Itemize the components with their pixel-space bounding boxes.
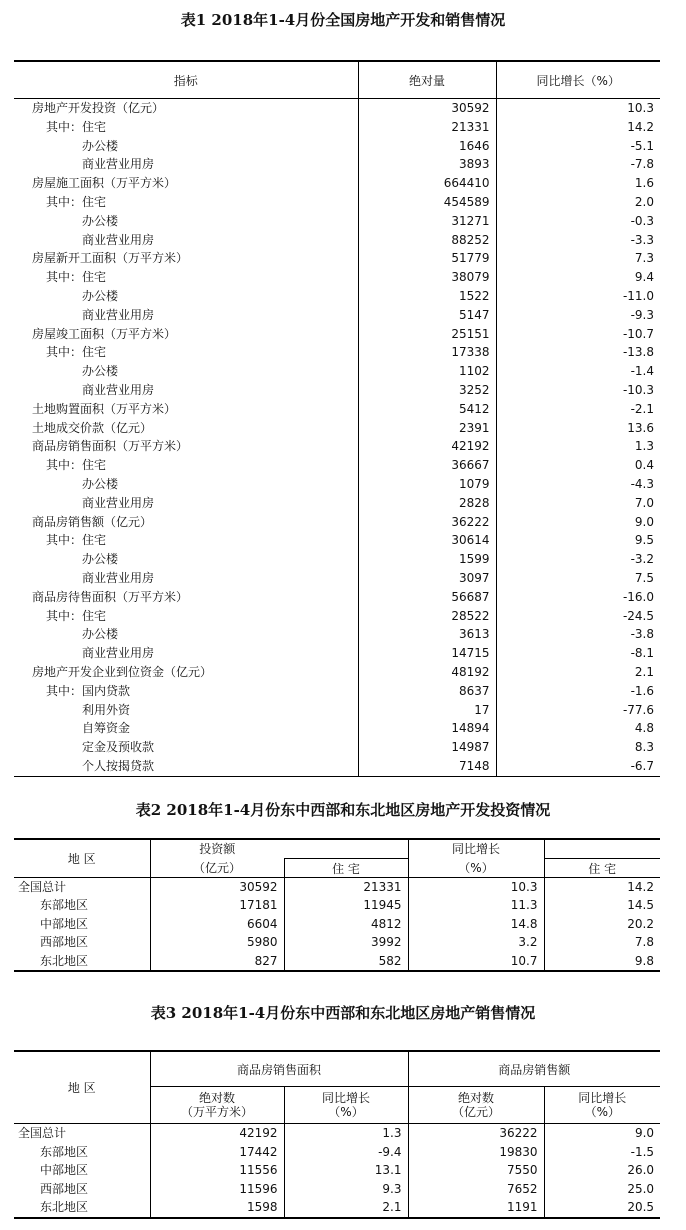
header-growth: 同比增长（%） (496, 61, 660, 99)
area-growth-value: 2.1 (284, 1198, 408, 1218)
t3-header-sales-abs-l2: （亿元） (452, 1105, 501, 1119)
absolute-value: 5147 (358, 306, 496, 325)
t3-header-sales-growth-l2: （%） (584, 1105, 620, 1119)
area-value: 17442 (150, 1143, 284, 1162)
t3-header-area-abs-l1: 绝对数 (198, 1091, 235, 1105)
absolute-value: 30592 (358, 99, 496, 118)
indicator-label: 商业营业用房 (14, 381, 358, 400)
indicator-label: 办公楼 (14, 625, 358, 644)
region-name: 西部地区 (14, 933, 150, 951)
table-row (14, 155, 660, 174)
growth-value: 9.4 (634, 270, 654, 285)
table-row (14, 933, 660, 951)
absolute-value: 3613 (358, 625, 496, 644)
indicator-label: 利用外资 (14, 701, 358, 720)
table-row (14, 625, 660, 644)
t3-header-area-abs (150, 1087, 284, 1124)
table-row (14, 231, 660, 250)
growth-value: 3.2 (408, 933, 544, 951)
table-row (14, 607, 660, 626)
indicator-label: 其中：住宅 (14, 607, 358, 626)
absolute-value: 3252 (358, 381, 496, 400)
growth-value: -9.3 (630, 307, 654, 322)
indicator-label: 土地购置面积（万平方米） (14, 400, 358, 419)
sales-value: 1191 (408, 1198, 544, 1218)
growth-value: 7.5 (634, 570, 654, 585)
indicator-label: 办公楼 (14, 475, 358, 494)
t3-header-sales-growth-l1: 同比增长 (578, 1091, 627, 1105)
table-row (14, 494, 660, 513)
region-name: 全国总计 (14, 1124, 150, 1143)
header-indicator: 指标 (14, 61, 358, 99)
table-row (14, 306, 660, 325)
sales-growth-value: 25.0 (627, 1181, 655, 1196)
indicator-label: 土地成交价款（亿元） (14, 419, 358, 438)
growth-value: -11.0 (622, 288, 654, 303)
growth-value: 14.2 (627, 119, 654, 134)
t2-header-growth-unit: （%） (408, 859, 544, 878)
growth-value: 0.4 (634, 458, 654, 473)
growth-value: 14.8 (408, 915, 544, 933)
indicator-label: 商业营业用房 (14, 231, 358, 250)
region-name: 中部地区 (14, 915, 150, 933)
growth-value: -5.1 (630, 138, 654, 153)
absolute-value: 48192 (358, 663, 496, 682)
residential-growth-value: 20.2 (627, 916, 654, 931)
indicator-label: 自筹资金 (14, 719, 358, 738)
table-row (14, 249, 660, 268)
indicator-label: 商品房待售面积（万平方米） (14, 588, 358, 607)
absolute-value: 51779 (358, 249, 496, 268)
t3-header-region: 地 区 (14, 1051, 150, 1124)
table-row (14, 644, 660, 663)
area-growth-value: 9.3 (284, 1180, 408, 1199)
table-row (14, 343, 660, 362)
table-row (14, 588, 660, 607)
table-row (14, 1124, 660, 1143)
region-name: 东北地区 (14, 952, 150, 971)
growth-value: -10.3 (622, 382, 654, 397)
absolute-value: 14715 (358, 644, 496, 663)
absolute-value: 5412 (358, 400, 496, 419)
table-row (14, 513, 660, 532)
residential-growth-value: 7.8 (634, 935, 654, 950)
table-row (14, 419, 660, 438)
growth-value: -8.1 (630, 646, 654, 661)
table3 (14, 1050, 660, 1219)
table-row (14, 325, 660, 344)
absolute-value: 1079 (358, 475, 496, 494)
table3-title: 表3 2018年1-4月份东中西部和东北地区房地产销售情况 (150, 1004, 536, 1022)
absolute-value: 2828 (358, 494, 496, 513)
residential-value: 11945 (284, 896, 408, 914)
table-row (14, 682, 660, 701)
table-row (14, 1161, 660, 1180)
absolute-value: 1646 (358, 137, 496, 156)
absolute-value: 21331 (358, 118, 496, 137)
t3-header-area-growth-l2: （%） (328, 1105, 364, 1119)
area-growth-value: -9.4 (284, 1143, 408, 1162)
table-row (14, 757, 660, 776)
absolute-value: 1102 (358, 362, 496, 381)
table-row (14, 137, 660, 156)
table-row (14, 663, 660, 682)
sales-growth-value: -1.5 (630, 1144, 655, 1159)
invest-value: 827 (150, 952, 284, 971)
t2-header-residential: 住 宅 (284, 859, 408, 878)
indicator-label: 个人按揭贷款 (14, 757, 358, 776)
indicator-label: 商业营业用房 (14, 306, 358, 325)
indicator-label: 房屋新开工面积（万平方米） (14, 249, 358, 268)
t3-header-sales-growth (544, 1087, 660, 1124)
region-name: 东部地区 (14, 896, 150, 914)
invest-value: 5980 (150, 933, 284, 951)
indicator-label: 其中：住宅 (14, 118, 358, 137)
growth-value: -77.6 (622, 702, 654, 717)
table-row (14, 475, 660, 494)
growth-value: 1.6 (634, 176, 654, 191)
indicator-label: 办公楼 (14, 550, 358, 569)
indicator-label: 商品房销售面积（万平方米） (14, 437, 358, 456)
table-row (14, 719, 660, 738)
growth-value: -2.1 (630, 401, 654, 416)
indicator-label: 其中：住宅 (14, 268, 358, 287)
growth-value: -3.8 (630, 627, 654, 642)
indicator-label: 办公楼 (14, 287, 358, 306)
absolute-value: 17 (358, 701, 496, 720)
growth-value: 9.0 (634, 514, 654, 529)
growth-value: 4.8 (634, 721, 654, 736)
table-row (14, 174, 660, 193)
sales-value: 7550 (408, 1161, 544, 1180)
table2-title: 表2 2018年1-4月份东中西部和东北地区房地产开发投资情况 (135, 801, 551, 819)
area-value: 42192 (150, 1124, 284, 1143)
absolute-value: 1522 (358, 287, 496, 306)
t3-header-sales-abs (408, 1087, 544, 1124)
indicator-label: 商业营业用房 (14, 569, 358, 588)
table-row (14, 268, 660, 287)
indicator-label: 商业营业用房 (14, 494, 358, 513)
table1-title: 表1 2018年1-4月份全国房地产开发和销售情况 (180, 11, 506, 29)
absolute-value: 38079 (358, 268, 496, 287)
growth-value: 7.0 (634, 495, 654, 510)
t3-header-sales-abs-l1: 绝对数 (458, 1091, 495, 1105)
table-row (14, 738, 660, 757)
indicator-label: 其中：住宅 (14, 343, 358, 362)
indicator-label: 房屋施工面积（万平方米） (14, 174, 358, 193)
table-row (14, 701, 660, 720)
sales-value: 7652 (408, 1180, 544, 1199)
indicator-label: 其中：住宅 (14, 456, 358, 475)
table-row (14, 456, 660, 475)
table-row (14, 99, 660, 118)
t3-header-area-group: 商品房销售面积 (150, 1051, 408, 1087)
growth-value: -6.7 (630, 758, 654, 773)
table-row (14, 118, 660, 137)
sales-growth-value: 26.0 (627, 1163, 655, 1178)
sales-growth-value: 20.5 (627, 1200, 655, 1215)
t3-header-sales-group: 商品房销售额 (408, 1051, 660, 1087)
residential-value: 21331 (284, 878, 408, 897)
growth-value: -1.4 (630, 364, 654, 379)
region-name: 全国总计 (14, 878, 150, 897)
absolute-value: 42192 (358, 437, 496, 456)
growth-value: -10.7 (622, 326, 654, 341)
absolute-value: 28522 (358, 607, 496, 626)
growth-value: -7.8 (630, 157, 654, 172)
growth-value: 2.0 (634, 194, 654, 209)
table-row (14, 569, 660, 588)
area-value: 11596 (150, 1180, 284, 1199)
table2 (14, 838, 660, 972)
growth-value: 10.3 (627, 101, 654, 115)
table-row (14, 952, 660, 971)
indicator-label: 办公楼 (14, 137, 358, 156)
growth-value: -3.3 (630, 232, 654, 247)
absolute-value: 36667 (358, 456, 496, 475)
table-row (14, 193, 660, 212)
t2-header-invest: 投资额 (199, 842, 236, 857)
t2-header-invest-unit: （亿元） (150, 859, 284, 878)
absolute-value: 3893 (358, 155, 496, 174)
growth-value: 9.5 (634, 533, 654, 548)
indicator-label: 商业营业用房 (14, 644, 358, 663)
absolute-value: 1599 (358, 550, 496, 569)
absolute-value: 31271 (358, 212, 496, 231)
t2-header-growth: 同比增长 (408, 839, 544, 859)
table-row (14, 381, 660, 400)
region-name: 中部地区 (14, 1161, 150, 1180)
table-row (14, 362, 660, 381)
absolute-value: 3097 (358, 569, 496, 588)
absolute-value: 36222 (358, 513, 496, 532)
absolute-value: 14894 (358, 719, 496, 738)
header-absolute: 绝对量 (358, 61, 496, 99)
indicator-label: 房地产开发企业到位资金（亿元） (14, 663, 358, 682)
growth-value: 1.3 (634, 439, 654, 454)
indicator-label: 商业营业用房 (14, 155, 358, 174)
growth-value: -0.3 (630, 213, 654, 228)
residential-growth-value: 9.8 (634, 953, 654, 968)
absolute-value: 14987 (358, 738, 496, 757)
t3-header-area-abs-l2: （万平方米） (180, 1105, 253, 1119)
absolute-value: 8637 (358, 682, 496, 701)
table-row (14, 878, 660, 897)
growth-value: 10.3 (408, 878, 544, 897)
t3-header-area-growth-l1: 同比增长 (322, 1091, 371, 1105)
indicator-label: 其中：住宅 (14, 193, 358, 212)
region-name: 西部地区 (14, 1180, 150, 1199)
table-row (14, 1180, 660, 1199)
growth-value: -24.5 (622, 608, 654, 623)
t3-header-area-growth (284, 1087, 408, 1124)
indicator-label: 商品房销售额（亿元） (14, 513, 358, 532)
area-growth-value: 1.3 (284, 1124, 408, 1143)
indicator-label: 其中：住宅 (14, 531, 358, 550)
growth-value: -1.6 (630, 683, 654, 698)
table1 (14, 60, 660, 777)
t2-header-res-growth: 住 宅 (544, 859, 660, 878)
growth-value: 8.3 (634, 740, 654, 755)
residential-growth-value: 14.5 (627, 898, 654, 913)
growth-value: -16.0 (622, 589, 654, 604)
region-name: 东部地区 (14, 1143, 150, 1162)
t2-header-region: 地 区 (14, 839, 150, 878)
residential-value: 582 (284, 952, 408, 971)
indicator-label: 办公楼 (14, 212, 358, 231)
growth-value: 7.3 (634, 251, 654, 266)
residential-value: 3992 (284, 933, 408, 951)
absolute-value: 2391 (358, 419, 496, 438)
sales-value: 19830 (408, 1143, 544, 1162)
table-row (14, 400, 660, 419)
invest-value: 6604 (150, 915, 284, 933)
table-row (14, 287, 660, 306)
invest-value: 17181 (150, 896, 284, 914)
growth-value: 11.3 (408, 896, 544, 914)
table-row (14, 1198, 660, 1218)
indicator-label: 其中：国内贷款 (14, 682, 358, 701)
sales-growth-value: 9.0 (634, 1126, 655, 1140)
table-row (14, 437, 660, 456)
growth-value: -3.2 (630, 552, 654, 567)
table-row (14, 915, 660, 933)
area-value: 1598 (150, 1198, 284, 1218)
indicator-label: 定金及预收款 (14, 738, 358, 757)
absolute-value: 664410 (358, 174, 496, 193)
growth-value: -4.3 (630, 476, 654, 491)
residential-growth-value: 14.2 (627, 880, 654, 894)
table-row (14, 550, 660, 569)
indicator-label: 办公楼 (14, 362, 358, 381)
absolute-value: 56687 (358, 588, 496, 607)
absolute-value: 17338 (358, 343, 496, 362)
indicator-label: 房地产开发投资（亿元） (14, 99, 358, 118)
residential-value: 4812 (284, 915, 408, 933)
absolute-value: 454589 (358, 193, 496, 212)
table-row (14, 212, 660, 231)
table-row (14, 1143, 660, 1162)
absolute-value: 25151 (358, 325, 496, 344)
absolute-value: 30614 (358, 531, 496, 550)
absolute-value: 88252 (358, 231, 496, 250)
region-name: 东北地区 (14, 1198, 150, 1218)
indicator-label: 房屋竣工面积（万平方米） (14, 325, 358, 344)
growth-value: -13.8 (622, 345, 654, 360)
sales-value: 36222 (408, 1124, 544, 1143)
absolute-value: 7148 (358, 757, 496, 776)
growth-value: 10.7 (408, 952, 544, 971)
table-row (14, 531, 660, 550)
table1-header-row (14, 61, 660, 99)
area-growth-value: 13.1 (284, 1161, 408, 1180)
invest-value: 30592 (150, 878, 284, 897)
growth-value: 2.1 (634, 664, 654, 679)
table-row (14, 896, 660, 914)
area-value: 11556 (150, 1161, 284, 1180)
growth-value: 13.6 (627, 420, 654, 435)
